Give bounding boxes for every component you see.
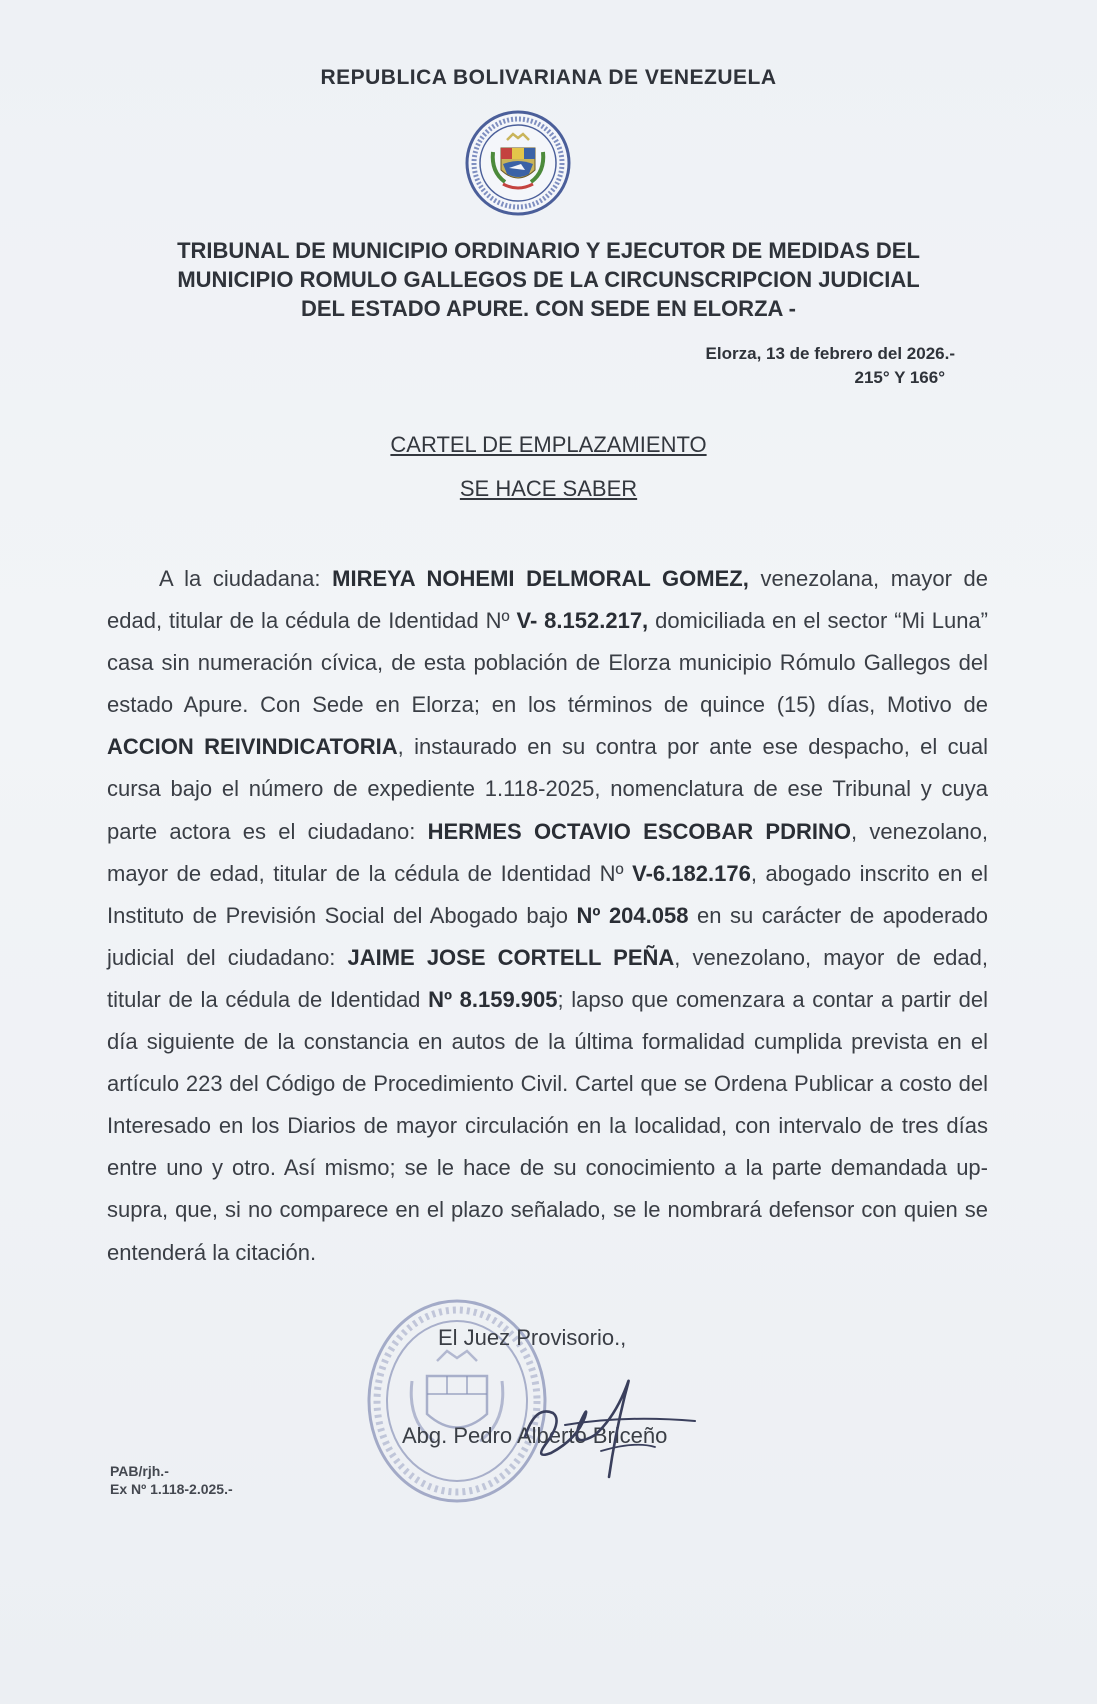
document-subtitle: SE HACE SABER [459, 476, 638, 501]
judge-name: Abg. Pedro Alberto Briceño [402, 1423, 668, 1448]
tribunal-line-3: DEL ESTADO APURE. CON SEDE EN ELORZA - [300, 296, 797, 321]
action-type: ACCION REIVINDICATORIA [107, 734, 398, 760]
attorney-id: V-6.182.176 [632, 860, 751, 886]
inpreabogado-number: Nº 204.058 [576, 902, 689, 928]
defendant-name: MIREYA NOHEMI DELMORAL GOMEZ, [332, 566, 749, 591]
coat-of-arms-seal-icon [463, 108, 573, 218]
tribunal-line-1: TRIBUNAL DE MUNICIPIO ORDINARIO Y EJECUTOR DE MEDIDAS DEL [177, 238, 920, 263]
plaintiff-name: JAIME JOSE CORTELL PEÑA [347, 944, 675, 970]
tribunal-name [120, 236, 977, 323]
body-paragraph: A la ciudadana: MIREYA NOHEMI DELMORAL GOMEZ, venezolana, mayor de edad, titular de la cédula de Identidad Nº V- 8.152.217, domiciliada en el sector “Mi Luna” casa sin numeración cívica, de esta población de Elorza municipio Rómulo Gallegos del estado Apure. Con Sede en Elorza; en los términos de quince (15) días, Motivo de ACCION REIVINDICATORIA, instaurado en su contra por ante ese despacho, el cual cursa bajo el número de expediente 1.118-2025, nomenclatura de ese Tribunal y cuya parte actora es el ciudadano: HERMES OCTAVIO ESCOBAR PDRINO, venezolano, mayor de edad, titular de la cédula de Identidad Nº V-6.182.176, abogado inscrito en el Instituto de Previsión Social del Abogado bajo Nº 204.058 en su carácter de apoderado judicial del ciudadano: JAIME JOSE CORTELL PEÑA, venezolano, mayor de edad, titular de la cédula de Identidad Nº 8.159.905; lapso que comenzara a contar a partir del día siguiente de la constancia en autos de la última formalidad cumplida prevista en el artículo 223 del Código de Procedimiento Civil. Cartel que se Ordena Publicar a costo del Interesado en los Diarios de mayor circulación en la localidad, con intervalo de tres días entre uno y otro. Así mismo; se le hace de su conocimiento a la parte demandada up-supra, que, si no comparece en el plazo señalado, se le nombrará defensor con quien se entenderá la citación. [107, 566, 989, 1265]
date-block [706, 342, 955, 390]
tribunal-line-2: MUNICIPIO ROMULO GALLEGOS DE LA CIRCUNSCRIPCION JUDICIAL [177, 267, 920, 292]
judge-title: El Juez Provisorio., [438, 1325, 627, 1350]
body-text [107, 558, 988, 1274]
plaintiff-id: Nº 8.159.905 [428, 986, 558, 1012]
handwritten-signature-icon [505, 1355, 705, 1485]
initials: PAB/rjh.- [110, 1463, 169, 1479]
attorney-name: HERMES OCTAVIO ESCOBAR PDRINO [427, 818, 851, 844]
independence-years: 215° Y 166° [854, 368, 945, 387]
document-title: CARTEL DE EMPLAZAMIENTO [390, 432, 707, 457]
country-header: REPUBLICA BOLIVARIANA DE VENEZUELA [320, 66, 777, 89]
reference-block [110, 1462, 233, 1498]
defendant-id: V- 8.152.217, [516, 608, 649, 634]
expediente-number: Ex Nº 1.118-2.025.- [110, 1481, 233, 1497]
document-date: Elorza, 13 de febrero del 2026.- [705, 344, 955, 363]
